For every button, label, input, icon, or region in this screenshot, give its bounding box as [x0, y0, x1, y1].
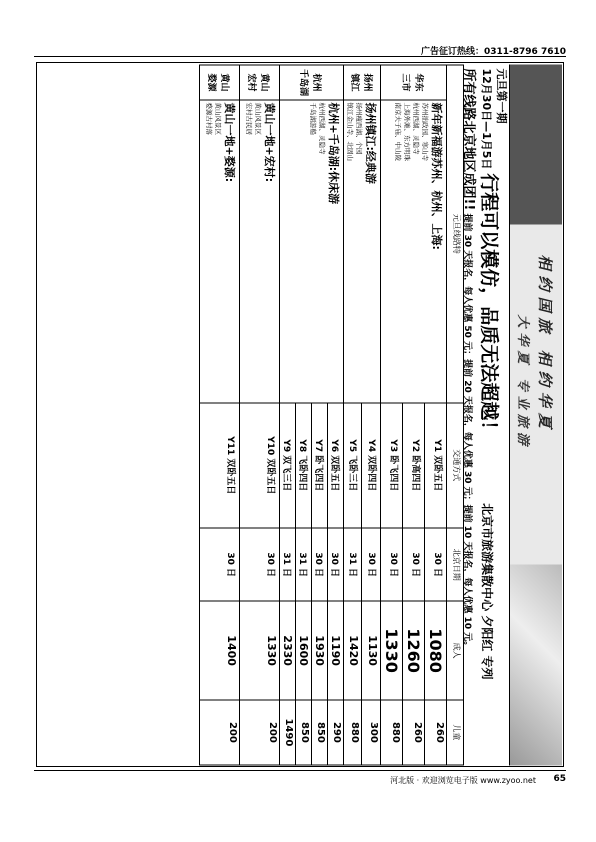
- banner: [509, 64, 562, 765]
- days-cell: 30 日: [403, 528, 425, 601]
- days-cell: 31 日: [280, 528, 296, 601]
- period-title: 元旦第一期: [495, 68, 508, 123]
- agency: 北京市旅游集散中心 夕阳红 专列: [480, 502, 494, 679]
- adult-price-cell: 1600: [296, 601, 312, 699]
- header-trip: 交通方式: [447, 402, 464, 527]
- trip-cell: Y7 卧飞四日: [312, 402, 328, 527]
- rotated-content: [38, 64, 562, 765]
- route-stop: 千岛湖游船: [309, 102, 317, 135]
- route-title: 新年新福游苏州、杭州、上海:: [430, 102, 443, 250]
- ad-frame: [36, 62, 564, 767]
- adult-price-cell: 1400: [200, 601, 240, 699]
- trip-cell: Y9 双飞三日: [280, 402, 296, 527]
- header-days: 北京日期: [447, 528, 464, 601]
- headline: [480, 68, 508, 679]
- hotline: 广告征订热线：0311-8796 7610: [420, 47, 566, 57]
- banner-slogan-1: 相约国旅 相约华夏: [536, 254, 554, 434]
- top-rule: [34, 56, 566, 57]
- route-stop: 杭州西湖、灵隐寺: [412, 102, 420, 154]
- route-cell: [200, 100, 240, 403]
- route-cell: [381, 100, 447, 403]
- header-adult: 成人: [447, 601, 464, 699]
- adult-price-cell: 1330: [381, 601, 403, 699]
- route-stop: 苏州拙政园、寒山寺: [421, 102, 429, 161]
- days-cell: 30 日: [381, 528, 403, 601]
- days-cell: 30 日: [200, 528, 240, 601]
- route-stop: 婺源古村落: [205, 102, 213, 135]
- days-cell: 30 日: [328, 528, 344, 601]
- route-cell: [240, 100, 280, 403]
- days-cell: 30 日: [362, 528, 381, 601]
- child-price-cell: 260: [403, 699, 425, 764]
- banner-image-left: [510, 64, 562, 224]
- banner-slogan-2: 大华夏 专业旅游: [515, 314, 530, 450]
- child-price-cell: 880: [344, 699, 363, 764]
- route-cell: [344, 100, 381, 403]
- adult-price-cell: 1930: [312, 601, 328, 699]
- region-cell: 黄山 宏村: [240, 65, 280, 100]
- trip-cell: Y5 飞卧三日: [344, 402, 363, 527]
- adult-price-cell: 1330: [240, 601, 280, 699]
- child-price-cell: 300: [362, 699, 381, 764]
- footer-rule: [34, 770, 566, 771]
- route-title: 扬州镇江:经典游: [364, 102, 377, 184]
- footer-edition: 河北版 · 欢迎浏览电子版 www.zyoo.net: [390, 776, 536, 785]
- page-number: 65: [553, 774, 566, 784]
- booking-text: 提前 30 天报名，每人优惠 50 元；提前 20 天报名，每人优惠 30 元；提前 10 天报名，每人优惠 10 元。: [462, 213, 472, 650]
- region-cell: 黄山 婺源: [200, 65, 240, 100]
- route-title: 黄山一地+宏村:: [263, 102, 276, 182]
- trip-cell: Y1 双卧五日: [425, 402, 447, 527]
- child-price-cell: 850: [312, 699, 328, 764]
- route-stop: 黄山风景区: [214, 102, 222, 135]
- trip-cell: Y3 卧飞四日: [381, 402, 403, 527]
- route-stop: 镇江金山寺、北固山: [346, 102, 354, 161]
- days-cell: 30 日: [240, 528, 280, 601]
- days-cell: 30 日: [425, 528, 447, 601]
- days-cell: 30 日: [312, 528, 328, 601]
- days-cell: 31 日: [296, 528, 312, 601]
- trip-cell: Y11 双卧五日: [200, 402, 240, 527]
- trip-cell: Y4 双卧四日: [362, 402, 381, 527]
- dates: 12月30日—1月5日: [480, 68, 493, 169]
- child-price-cell: 850: [296, 699, 312, 764]
- child-price-cell: 260: [425, 699, 447, 764]
- adult-price-cell: 1130: [362, 601, 381, 699]
- adult-price-cell: 1190: [328, 601, 344, 699]
- route-stop: 宏村古民居: [245, 102, 253, 135]
- child-price-cell: 200: [240, 699, 280, 764]
- route-title: 黄山一地+婺源:: [223, 102, 236, 182]
- trip-cell: Y6 双卧五日: [328, 402, 344, 527]
- trip-cell: Y2 卧高四日: [403, 402, 425, 527]
- trip-cell: Y10 双卧五日: [240, 402, 280, 527]
- route-stop: 南京夫子庙、中山陵: [394, 102, 402, 161]
- route-stop: 黄山风景区: [254, 102, 262, 135]
- route-stop: 扬州瘦西湖、个园: [355, 102, 363, 154]
- slogan: 行程可以模仿，品质无法超越！: [478, 172, 500, 439]
- child-price-cell: 290: [328, 699, 344, 764]
- price-table: [199, 64, 464, 765]
- header-child: 儿童: [447, 699, 464, 764]
- route-title: 杭州+千岛湖:休床游: [327, 102, 340, 204]
- route-cell: [280, 100, 344, 403]
- route-stop: 杭州西湖、灵隐寺: [318, 102, 326, 154]
- banner-image-right: [510, 564, 562, 765]
- region-cell: 华东 三市: [381, 65, 447, 100]
- header-route: 元旦线路特: [447, 65, 464, 403]
- child-price-cell: 1490: [280, 699, 296, 764]
- adult-price-cell: 2330: [280, 601, 296, 699]
- days-cell: 31 日: [344, 528, 363, 601]
- child-price-cell: 880: [381, 699, 403, 764]
- adult-price-cell: 1420: [344, 601, 363, 699]
- trip-cell: Y8 飞卧四日: [296, 402, 312, 527]
- region-cell: 扬州 镇江: [344, 65, 381, 100]
- adult-price-cell: 1080: [425, 601, 447, 699]
- child-price-cell: 200: [200, 699, 240, 764]
- adult-price-cell: 1260: [403, 601, 425, 699]
- region-cell: 杭州 千岛湖: [280, 65, 344, 100]
- booking-lead: 所有线路北京地区成团!!: [461, 68, 476, 210]
- route-stop: 上海外滩、东方明珠: [403, 102, 411, 161]
